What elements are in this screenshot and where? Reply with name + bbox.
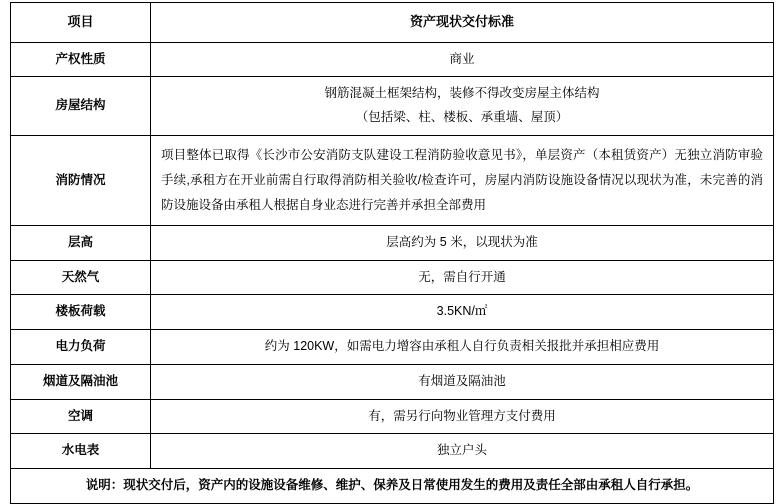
table-row — [11, 399, 774, 434]
row-value-air-conditioning: 有，需另行向物业管理方支付费用 — [151, 399, 774, 434]
table-header-row — [11, 3, 774, 43]
building-structure-line-2: （包括梁、柱、楼板、承重墙、屋顶） — [355, 110, 569, 125]
table-row — [11, 330, 774, 365]
row-value-floor-load: 3.5KN/㎡ — [151, 295, 774, 330]
row-value-flue-grease-trap: 有烟道及隔油池 — [151, 364, 774, 399]
table-note-row — [11, 469, 774, 504]
row-value-power-load: 约为 120KW，如需电力增容由承租人自行负责相关报批并承担相应费用 — [151, 330, 774, 365]
row-label-air-conditioning: 空调 — [11, 399, 151, 434]
table-row — [11, 260, 774, 295]
row-label-water-electricity-meter: 水电表 — [11, 434, 151, 469]
row-label-building-structure: 房屋结构 — [11, 77, 151, 136]
table-row — [11, 434, 774, 469]
row-label-property-nature: 产权性质 — [11, 42, 151, 77]
table-row — [11, 364, 774, 399]
table-row — [11, 225, 774, 260]
row-label-flue-grease-trap: 烟道及隔油池 — [11, 364, 151, 399]
row-label-floor-height: 层高 — [11, 225, 151, 260]
table-row — [11, 42, 774, 77]
table-row — [11, 77, 774, 136]
row-label-fire-protection: 消防情况 — [11, 135, 151, 225]
table-note: 说明：现状交付后，资产内的设施设备维修、维护、保养及日常使用发生的费用及责任全部由承租人自行承担。 — [11, 469, 774, 504]
table-row — [11, 135, 774, 225]
row-label-floor-load: 楼板荷载 — [11, 295, 151, 330]
row-label-power-load: 电力负荷 — [11, 330, 151, 365]
row-value-natural-gas: 无，需自行开通 — [151, 260, 774, 295]
row-value-fire-protection: 项目整体已取得《长沙市公安消防支队建设工程消防验收意见书》，单层资产（本租赁资产）无独立消防审验手续,承租方在开业前需自行取得消防相关验收/检查许可，房屋内消防设施设备情况以现状为准，未完善的消防设施设备由承租人根据自身业态进行完善并承担全部费用 — [151, 135, 774, 225]
asset-delivery-standard-table — [10, 2, 774, 504]
header-cell-standard: 资产现状交付标准 — [151, 3, 774, 43]
row-value-water-electricity-meter: 独立户头 — [151, 434, 774, 469]
building-structure-line-1: 钢筋混凝土框架结构，装修不得改变房屋主体结构 — [324, 86, 600, 101]
row-label-natural-gas: 天然气 — [11, 260, 151, 295]
table-row — [11, 295, 774, 330]
row-value-floor-height: 层高约为 5 米，以现状为准 — [151, 225, 774, 260]
row-value-property-nature: 商业 — [151, 42, 774, 77]
row-value-building-structure — [151, 77, 774, 136]
header-cell-item: 项目 — [11, 3, 151, 43]
